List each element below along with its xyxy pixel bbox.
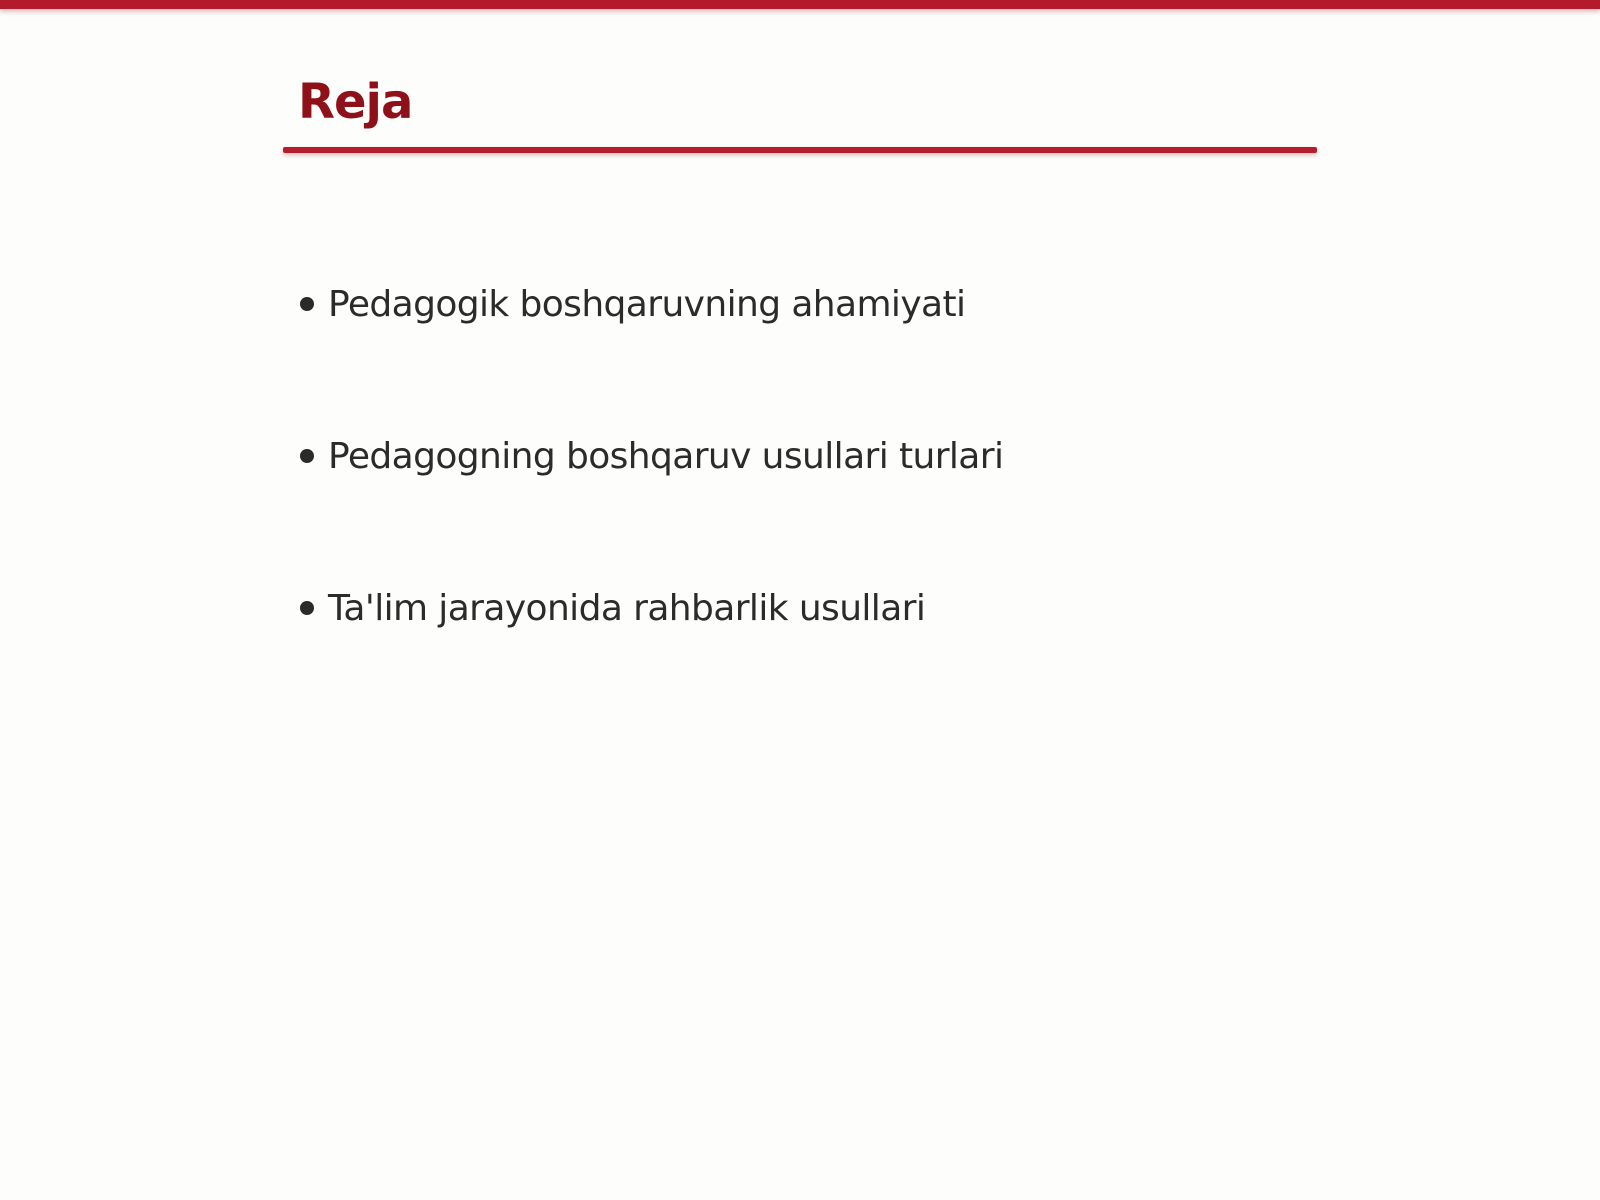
bullet-item-1: [300, 276, 1003, 332]
title-underline: [283, 147, 1317, 153]
bullet-text: Pedagogik boshqaruvning ahamiyati: [328, 283, 966, 325]
bullet-item-2: [300, 428, 1003, 484]
slide-title: Reja: [298, 74, 413, 130]
bullet-item-3: [300, 580, 1003, 636]
bullet-dot-icon: [300, 449, 314, 463]
bullet-text: Ta'lim jarayonida rahbarlik usullari: [328, 587, 926, 629]
bullet-list: [300, 276, 1003, 732]
bullet-text: Pedagogning boshqaruv usullari turlari: [328, 435, 1004, 477]
bullet-dot-icon: [300, 601, 314, 615]
bullet-dot-icon: [300, 297, 314, 311]
